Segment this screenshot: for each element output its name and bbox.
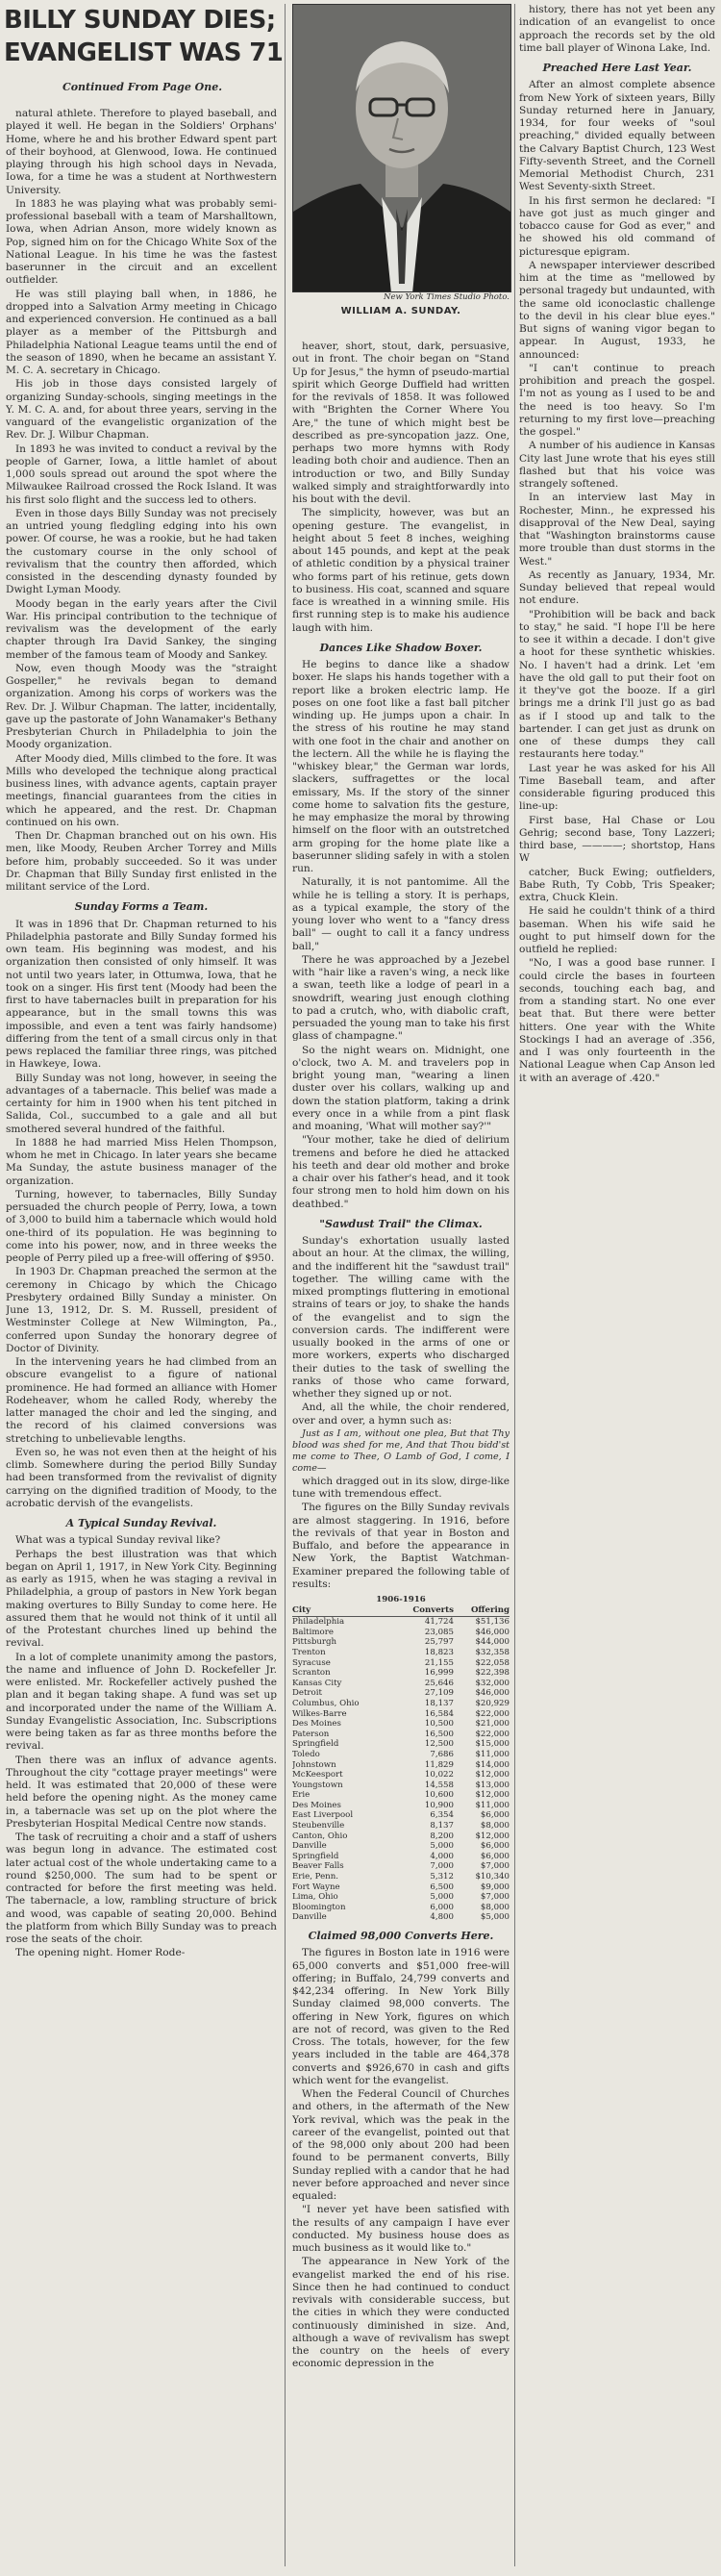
table-cell: 8,137: [430, 1821, 454, 1831]
table-header: [292, 1605, 510, 1618]
table-cell: $12,000: [475, 1770, 510, 1780]
paragraph: Sunday's exhortation usually lasted about an hour. At the climax, the willing, and the indifferent hit the "sawdust trail" together. The willing came with the mixed promptings fluttering in emotional strains of tears or joy, to shake the hands of the evangelist and to sign the conversion cards. The indifferent were usually booked in the arms of one or more workers, experts who discharged their duties to the task of swelling the ranks of those who came forward, whether they signed up or not.: [292, 1235, 510, 1400]
table-cell: $20,929: [475, 1698, 510, 1708]
table-row: [292, 1831, 510, 1842]
table-cell: 10,500: [424, 1719, 454, 1730]
table-cell: Danville: [292, 1912, 327, 1923]
table-cell: $5,000: [480, 1912, 510, 1923]
table-cell: Fort Wayne: [292, 1881, 340, 1892]
table-cell: 7,000: [430, 1861, 454, 1872]
table-cell: 12,500: [424, 1739, 454, 1750]
table-cell: Kansas City: [292, 1678, 342, 1688]
paragraph: which dragged out in its slow, dirge-like tune with tremendous effect.: [292, 1475, 510, 1500]
subhead: Claimed 98,000 Converts Here.: [308, 1930, 494, 1942]
table-row: [292, 1750, 510, 1760]
subhead: Sunday Forms a Team.: [74, 900, 209, 914]
table-header-cell: Converts: [412, 1604, 454, 1615]
paragraph: Turning, however, to tabernacles, Billy Sunday persuaded the church people of Perry, Iowa, a town of 3,000 to build him a tabernacle which would hold one-third of its population. He was beginning to come into his power, now, and in three weeks the people of Perry piled up a free-will offering of $950.: [6, 1188, 277, 1264]
column-3: [519, 4, 715, 2566]
photo-credit: New York Times Studio Photo.: [384, 292, 510, 302]
paragraph: heaver, short, stout, dark, persuasive, out in front. The choir began on "Stand Up for Jesus," the hymn of pseudo-martial spirit which George Duffield had written for the revivals of 1858. It was followed with "Brighten the Corner Where You Are," the tune of which might best be described as pre-syncopation jazz. One, perhaps two more hymns with Rody leading both choir and audience. Then an introduction or two, and Billy Sunday walked simply and straightforwardly into his bout with the devil.: [292, 341, 510, 505]
table-row: [292, 1872, 510, 1882]
table-cell: Canton, Ohio: [292, 1831, 348, 1841]
table-row: [292, 1648, 510, 1658]
table-row: [292, 1668, 510, 1679]
table-cell: Youngstown: [292, 1780, 343, 1790]
paragraph: Perhaps the best illustration was that which began on April 1, 1917, in New York City. Beginning as early as 1915, when he was staging a revival in Philadelphia, a group of pastors in New York began making overtures to Billy Sunday to come here. He assured them that he would not think of it until all of the Protestant churches lined up behind the revival.: [6, 1548, 277, 1650]
table-cell: Johnstown: [292, 1759, 336, 1770]
paragraph: Then there was an influx of advance agents. Throughout the city "cottage prayer meetings" were held. It was estimated that 20,000 of these were held before the opening night. As the money came in, a tabernacle was set up on the plot where the Presbyterian Hospital Medical Centre now stands.: [6, 1754, 277, 1830]
paragraph: After Moody died, Mills climbed to the fore. It was Mills who developed the technique along practical business lines, with advance agents, captain prayer meetings, financial guarantees from the cities in which he appeared, and the rest. Dr. Chapman continued on his own.: [6, 752, 277, 828]
paragraph: Then Dr. Chapman branched out on his own. His men, like Moody, Reuben Archer Torrey and Mills before him, probably succeeded. So it was under Dr. Chapman that Billy Sunday first enlisted in the militant service of the Lord.: [6, 830, 277, 893]
table-cell: 21,155: [424, 1657, 454, 1668]
table-cell: $21,000: [475, 1719, 510, 1730]
table-cell: $10,340: [475, 1872, 510, 1882]
table-row: [292, 1801, 510, 1811]
paragraph: In 1903 Dr. Chapman preached the sermon at the ceremony in Chicago by which the Chicago Presbytery ordained Billy Sunday a minister. On June 13, 1912, Dr. S. M. Russell, president of Westminster College at New Wilmington, Pa., conferred upon Sunday the honorary degree of Doctor of Divinity.: [6, 1266, 277, 1354]
table-cell: 8,200: [430, 1831, 454, 1841]
table-cell: Philadelphia: [292, 1617, 345, 1628]
portrait-photo: [292, 4, 511, 292]
table-cell: Erie, Penn.: [292, 1872, 338, 1882]
table-cell: 5,000: [430, 1841, 454, 1852]
table-cell: 41,724: [424, 1617, 454, 1628]
table-cell: 10,022: [424, 1770, 454, 1780]
table-row: [292, 1861, 510, 1872]
continued-line: Continued From Page One.: [62, 81, 223, 93]
photo-caption: WILLIAM A. SUNDAY.: [340, 306, 461, 316]
table-row: [292, 1658, 510, 1669]
paragraph: "No, I was a good base runner. I could circle the bases in fourteen seconds, touching each bag, and from a standing start. No one ever beat that. But there were better hitters. One year with the White Stockings I had an average of .356, and I was only fourteenth in the National League when Cap Anson led it with an average of .420.": [519, 957, 715, 1084]
table-cell: 6,500: [430, 1881, 454, 1892]
paragraph: Naturally, it is not pantomime. All the while he is telling a story. It is perhaps, as a typical example, the story of the young lover who went to a "fancy dress ball" — ought to call it a fancy undress ball,": [292, 876, 510, 952]
table-row: [292, 1760, 510, 1771]
paragraph: When the Federal Council of Churches and others, in the aftermath of the New York revival, which was the peak in the career of the evangelist, pointed out that of the 98,000 only about 200 had been found to be permanent converts, Billy Sunday replied with a candor that he had never before approached and never since equaled:: [292, 2088, 510, 2202]
table-cell: $13,000: [475, 1780, 510, 1790]
table-row: [292, 1739, 510, 1750]
table-cell: $15,000: [475, 1739, 510, 1750]
paragraph: After an almost complete absence from New York of sixteen years, Billy Sunday returned here in January, 1934, for four weeks of "soul preaching," divided equally between the Calvary Baptist Church, 123 West Fifty-seventh Street, and the Cornell Memorial Methodist Church, 231 West Seventy-sixth Street.: [519, 79, 715, 193]
table-header-cell: Offering: [470, 1604, 510, 1615]
table-cell: $22,058: [475, 1657, 510, 1668]
table-cell: $9,000: [480, 1881, 510, 1892]
column-1: [6, 108, 277, 2566]
table-row: [292, 1628, 510, 1638]
results-table: [292, 1595, 510, 1923]
table-cell: 16,999: [424, 1668, 454, 1679]
table-cell: $46,000: [475, 1688, 510, 1699]
hymn-verse: Just as I am, without one plea, But that Thy blood was shed for me, And that Thou bidd'st me come to Thee, O Lamb of God, I come, I come—: [292, 1427, 510, 1474]
column-2: [292, 341, 510, 2566]
table-row: [292, 1637, 510, 1648]
table-cell: 5,000: [430, 1892, 454, 1903]
table-cell: Baltimore: [292, 1627, 334, 1637]
paragraph: natural athlete. Therefore to played baseball, and played it well. He began in the Soldiers' Orphans' Home, where he and his brother Edward spent part of their boyhood, at Glenwood, Iowa. He continued playing through his high school days in Nevada, Iowa, for a time he was a student at Northwestern University.: [6, 108, 277, 196]
table-cell: Danville: [292, 1841, 327, 1852]
table-row: [292, 1770, 510, 1780]
paragraph: A number of his audience in Kansas City last June wrote that his eyes still flashed but that his voice was strangely softened.: [519, 440, 715, 490]
table-cell: Des Moines: [292, 1719, 341, 1730]
table-row: [292, 1841, 510, 1852]
table-cell: Toledo: [292, 1749, 320, 1759]
headline: [4, 4, 284, 69]
table-cell: Springfield: [292, 1739, 339, 1750]
table-cell: 25,646: [424, 1678, 454, 1688]
table-cell: $22,398: [475, 1668, 510, 1679]
table-cell: 14,558: [424, 1780, 454, 1790]
table-cell: Wilkes-Barre: [292, 1708, 347, 1719]
paragraph: In 1883 he was playing what was probably semi-professional baseball with a team of Marshalltown, Iowa, when Adrian Anson, more widely known as Pop, signed him on for the Chicago White Sox of the National League. In his time he was the fastest baserunner in the circuit and an excellent outfielder.: [6, 197, 277, 287]
table-cell: Trenton: [292, 1647, 326, 1657]
table-cell: $32,358: [475, 1647, 510, 1657]
table-cell: $12,000: [475, 1790, 510, 1801]
table-row: [292, 1617, 510, 1628]
column-divider: [285, 4, 286, 2566]
paragraph: First base, Hal Chase or Lou Gehrig; second base, Tony Lazzeri; third base, ————; shortstop, Hans W: [519, 814, 715, 865]
table-cell: 18,823: [424, 1647, 454, 1657]
paragraph: As recently as January, 1934, Mr. Sunday believed that repeal would not endure.: [519, 568, 715, 607]
table-row: [292, 1821, 510, 1831]
table-cell: Scranton: [292, 1668, 331, 1679]
table-cell: Pittsburgh: [292, 1637, 337, 1648]
headline-line-1: BILLY SUNDAY DIES;: [4, 6, 276, 35]
table-cell: $8,000: [480, 1902, 510, 1912]
table-cell: Detroit: [292, 1688, 322, 1699]
paragraph: What was a typical Sunday revival like?: [15, 1534, 221, 1547]
paragraph: So the night wears on. Midnight, one o'clock, two A. M. and travelers pop in bright young man, "wearing a linen duster over his collars, walking up and down the station platform, taking a drink every once in a while from a pint flask and moaning, 'What will mother say?'": [292, 1044, 510, 1132]
table-row: [292, 1882, 510, 1893]
paragraph: It was in 1896 that Dr. Chapman returned to his Philadelphia pastorate and Billy Sunday formed his own team. His beginning was modest, and his organization then consisted of only himself. It was not until two years later, in Ottumwa, Iowa, that he took on a singer. His first tent (Moody had been the first to have tabernacles built in preparation for his appearance, but in the small towns this was impossible, and even a tent was fairly handsome) differing from the tent of a small circus only in that pews replaced the familiar three rings, was pitched in Hawkeye, Iowa.: [6, 918, 277, 1071]
table-row: [292, 1780, 510, 1791]
table-cell: 7,686: [430, 1749, 454, 1759]
table-cell: $32,000: [475, 1678, 510, 1688]
table-cell: 16,584: [424, 1708, 454, 1719]
paragraph: The task of recruiting a choir and a staff of ushers was begun long in advance. The estimated cost later actual cost of the whole undertaking came to a round $250,000. The sum had to be spent or contracted for before the first meeting was held. The tabernacle, a low, rambling structure of brick and wood, was capable of seating 20,000. Behind the platform from which Billy Sunday was to preach rose the seats of the choir.: [6, 1831, 277, 1945]
table-cell: 10,900: [424, 1800, 454, 1810]
table-cell: Des Moines: [292, 1800, 341, 1810]
table-header-cell: City: [292, 1604, 311, 1615]
table-cell: $46,000: [475, 1627, 510, 1637]
paragraph: He begins to dance like a shadow boxer. He slaps his hands together with a report like a broken electric lamp. He poses on one foot like a fast ball pitcher winding up. He jumps upon a chair. In the stress of his routine he may stand with one foot in the chair and another on the lectern. All the while he is flaying the "whiskey blear," the German war lords, slackers, suffragettes or the local emissary, Ms. If the story of the sinner come home to salvation fits the gesture, he may emphasize the moral by throwing himself on the floor with an outstretched arm groping for the home plate like a baserunner sliding safely in with a stolen run.: [292, 659, 510, 874]
table-year-note: 1906-1916: [376, 1595, 426, 1604]
table-cell: $6,000: [480, 1841, 510, 1852]
paragraph: Even in those days Billy Sunday was not precisely an untried young fledgling edging into his own power. Of course, he was a rookie, but he had taken the customary course in the only school of revivalism that the country then afforded, which consisted in the descending dynasty founded by Dwight Lyman Moody.: [6, 507, 277, 596]
table-cell: Paterson: [292, 1729, 330, 1739]
paragraph: The appearance in New York of the evangelist marked the end of his rise. Since then he had continued to conduct revivals with considerable success, but the cities in which they were conducted continuously diminished in size. And, although a wave of revivalism has swept the country on the heels of every economic depression in the: [292, 2256, 510, 2370]
table-cell: McKeesport: [292, 1770, 343, 1780]
table-cell: $6,000: [480, 1810, 510, 1821]
paragraph: The opening night. Homer Rode-: [15, 1947, 186, 1959]
table-cell: $11,000: [475, 1749, 510, 1759]
table-row: [292, 1912, 510, 1923]
table-row: [292, 1892, 510, 1903]
paragraph: Last year he was asked for his All Time Baseball team, and after considerable figuring produced this line-up:: [519, 762, 715, 813]
table-cell: 5,312: [430, 1872, 454, 1882]
table-cell: $6,000: [480, 1851, 510, 1861]
paragraph: "Your mother, take he died of delirium tremens and before he died he attacked his teeth and dear old mother and broke a chair over his father's head, and it took four strong men to hold him down on his deathbed.": [292, 1134, 510, 1210]
table-cell: $12,000: [475, 1831, 510, 1841]
table-row: [292, 1790, 510, 1801]
paragraph: Billy Sunday was not long, however, in seeing the advantages of a tabernacle. This belief was made a certainty for him in 1900 when his tent pitched in Salida, Col., succumbed to a gale and all but smothered several hundred of the faithful.: [6, 1072, 277, 1135]
paragraph: "I can't continue to preach prohibition and preach the gospel. I'm not as young as I used to be and the need is too heavy. So I'm returning to my first love—preaching the gospel.": [519, 362, 715, 438]
portrait-image: [293, 5, 510, 291]
table-row: [292, 1810, 510, 1821]
table-row: [292, 1679, 510, 1689]
table-cell: $11,000: [475, 1800, 510, 1810]
paragraph: Even so, he was not even then at the height of his climb. Somewhere during the period Billy Sunday had been transformed from the revivalist of dignity carrying on the dignified tradition of Moody, to the acrobatic dervish of the evangelists.: [6, 1446, 277, 1509]
table-cell: $8,000: [480, 1821, 510, 1831]
paragraph: In 1888 he had married Miss Helen Thompson, whom he met in Chicago. In later years she became Ma Sunday, the astute business manager of the organization.: [6, 1136, 277, 1187]
paragraph: And, all the while, the choir rendered, over and over, a hymn such as:: [292, 1402, 510, 1427]
paragraph: Moody began in the early years after the Civil War. His principal contribution to the technique of revivalism was the development of the early chapter through Ira David Sankey, the singing member of the famous team of Moody and Sankey.: [6, 597, 277, 661]
table-cell: 27,109: [424, 1688, 454, 1699]
table-cell: 11,829: [424, 1759, 454, 1770]
column-divider: [514, 4, 515, 2566]
table-cell: 4,800: [430, 1912, 454, 1923]
table-cell: $14,000: [475, 1759, 510, 1770]
table-cell: Springfield: [292, 1851, 339, 1861]
paragraph: The figures on the Billy Sunday revivals are almost staggering. In 1916, before the revivals of that year in Boston and Buffalo, and before the appearance in New York, the Baptist Watchman-Examiner prepared the following table of results:: [292, 1502, 510, 1590]
paragraph: There he was approached by a Jezebel with "hair like a raven's wing, a neck like a swan, teeth like a lodge of pearl in a snowdrift, wearing just enough clothing to pad a crutch, who, with diabolic craft, persuaded the young man to take his first glass of champagne.": [292, 953, 510, 1043]
table-cell: 23,085: [424, 1627, 454, 1637]
table-cell: 16,500: [424, 1729, 454, 1739]
subhead: Preached Here Last Year.: [542, 62, 692, 74]
table-row: [292, 1719, 510, 1730]
paragraph: history, there has not yet been any indication of an evangelist to once approach the records set by the old time ball player of Winona Lake, Ind.: [519, 4, 715, 54]
table-cell: 6,354: [430, 1810, 454, 1821]
paragraph: In 1893 he was invited to conduct a revival by the people of Garner, Iowa, a little hamlet of about 1,000 souls spread out around the spot where the Milwaukee Railroad crossed the Rock Island. It was his first solo flight and the success led to others.: [6, 442, 277, 506]
table-cell: 4,000: [430, 1851, 454, 1861]
table-cell: Bloomington: [292, 1902, 346, 1912]
paragraph: His job in those days consisted largely of organizing Sunday-schools, singing meetings in the Y. M. C. A. and, for about three years, serving in the vanguard of the evangelistic organization of the Rev. Dr. J. Wilbur Chapman.: [6, 378, 277, 442]
table-row: [292, 1709, 510, 1720]
headline-line-2: EVANGELIST WAS 71: [4, 38, 284, 67]
paragraph: catcher, Buck Ewing; outfielders, Babe Ruth, Ty Cobb, Tris Speaker; extra, Chuck Klein.: [519, 866, 715, 903]
paragraph: The figures in Boston late in 1916 were 65,000 converts and $51,000 free-will offering; in Buffalo, 24,799 converts and $42,234 offering. In New York Billy Sunday claimed 98,000 converts. The offering in New York, figures on which are not of record, was given to the Red Cross. The totals, however, for the few years included in the table are 464,378 converts and $926,670 in cash and gifts which went for the evangelist.: [292, 1947, 510, 2086]
table-cell: Lima, Ohio: [292, 1892, 338, 1903]
table-cell: $22,000: [475, 1729, 510, 1739]
table-cell: Columbus, Ohio: [292, 1698, 360, 1708]
subhead: Dances Like Shadow Boxer.: [319, 641, 483, 654]
table-cell: $51,136: [475, 1617, 510, 1628]
table-cell: $22,000: [475, 1708, 510, 1719]
paragraph: In the intervening years he had climbed from an obscure evangelist to a figure of national prominence. He had formed an alliance with Homer Rodeheaver, whom he called Rody, whereby the latter managed the choir and led the singing, and the record of his claimed conversions was stretching to unbelievable lengths.: [6, 1356, 277, 1445]
paragraph: In an interview last May in Rochester, Minn., he expressed his disapproval of the New Deal, saying that "Washington brainstorms cause more trouble than dust storms in the West.": [519, 492, 715, 568]
table-row: [292, 1688, 510, 1699]
subhead: A Typical Sunday Revival.: [65, 1517, 217, 1529]
table-cell: $44,000: [475, 1637, 510, 1648]
paragraph: He was still playing ball when, in 1886, he dropped into a Salvation Army meeting in Chicago and experienced conversion. He continued as a ball player as a member of the Pittsburgh and Philadelphia National League teams until the end of the season of 1890, when he became an assistant Y. M. C. A. secretary in Chicago.: [6, 288, 277, 376]
table-cell: 6,000: [430, 1902, 454, 1912]
paragraph: "Prohibition will be back and back to stay," he said. "I hope I'll be here to see it within a decade. I don't give a hoot for these synthetic whiskies. No. I haven't had a drink. Let 'em have the old gall to put their foot on it they've got the booze. If a girl brings me a drink I'll just go as bad as if I stood up and talk to the bartender. I can get just as drunk on one of these dumps they call restaurants here today.": [519, 608, 715, 761]
table-cell: Syracuse: [292, 1657, 331, 1668]
table-row: [292, 1852, 510, 1862]
table-cell: $7,000: [480, 1861, 510, 1872]
paragraph: A newspaper interviewer described him at the time as "mellowed by personal tragedy but undaunted, with the same old iconoclastic challenge to the devil in his clear blue eyes." But signs of waning vigor began to appear. In August, 1933, he announced:: [519, 259, 715, 361]
table-cell: East Liverpool: [292, 1810, 354, 1821]
table-cell: Beaver Falls: [292, 1861, 344, 1872]
table-cell: 10,600: [424, 1790, 454, 1801]
table-row: [292, 1699, 510, 1709]
table-cell: $7,000: [480, 1892, 510, 1903]
table-cell: Erie: [292, 1790, 311, 1801]
subhead: "Sawdust Trail" the Climax.: [319, 1217, 483, 1230]
table-row: [292, 1903, 510, 1913]
paragraph: He said he couldn't think of a third baseman. When his wife said he ought to put himself down for the outfield he replied:: [519, 905, 715, 955]
paragraph: In his first sermon he declared: "I have got just as much ginger and tobacco cause for God as ever," and he showed his old command of picturesque epigram.: [519, 194, 715, 258]
paragraph: Now, even though Moody was the "straight Gospeller," he revivals began to demand organization. Among his corps of workers was the Rev. Dr. J. Wilbur Chapman. The latter, incidentally, gave up the pastorate of John Wanamaker's Bethany Presbyterian Church in Philadelphia to join the Moody organization.: [6, 662, 277, 751]
paragraph: The simplicity, however, was but an opening gesture. The evangelist, in height about 5 feet 8 inches, weighing about 145 pounds, and kept at the peak of athletic condition by a physical trainer who forms part of his retinue, gets down to business. His coat, scanned and square face is wreathed in a winning smile. His first running step is to make his audience laugh with him.: [292, 507, 510, 634]
table-cell: 18,137: [424, 1698, 454, 1708]
table-row: [292, 1730, 510, 1740]
table-cell: 25,797: [424, 1637, 454, 1648]
paragraph: "I never yet have been satisfied with the results of any campaign I have ever conducted. My business house does as much business as it would like to.": [292, 2204, 510, 2254]
table-cell: Steubenville: [292, 1821, 345, 1831]
paragraph: In a lot of complete unanimity among the pastors, the name and influence of John D. Rockefeller Jr. were enlisted. Mr. Rockefeller actively pushed the plan and it began taking shape. A fund was set up and incorporated under the name of the William A. Sunday Evangelistic Association, Inc. Subscriptions were being taken as far as three months before the revival.: [6, 1651, 277, 1753]
